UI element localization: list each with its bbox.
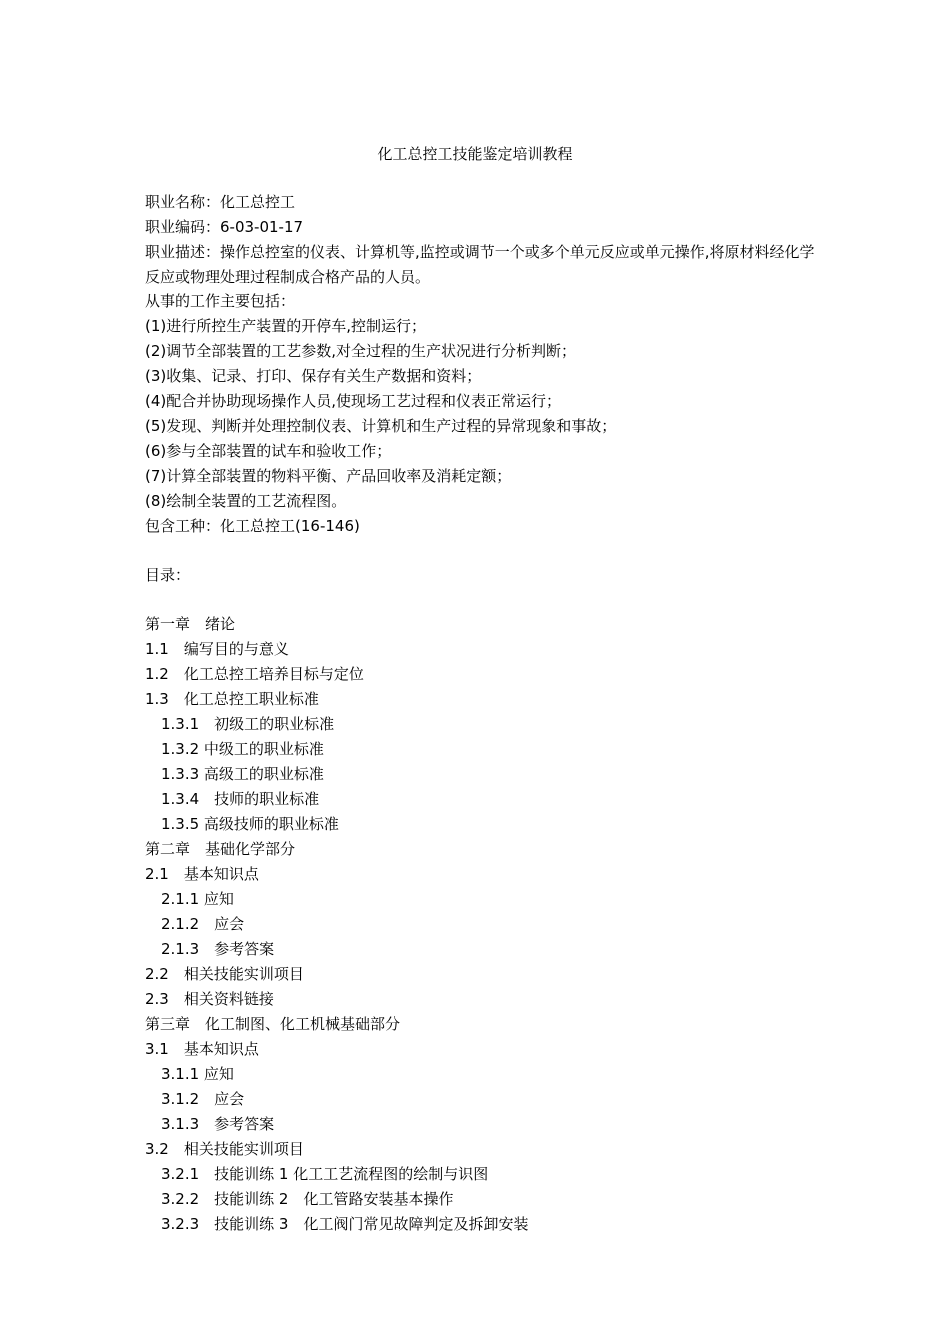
toc-entry-chapter[interactable]: 第三章 化工制图、化工机械基础部分	[145, 1015, 401, 1033]
work-item: (4)配合并协助现场操作人员,使现场工艺过程和仪表正常运行；	[145, 392, 562, 410]
toc-entry-subsection[interactable]: 2.1.3 参考答案	[161, 940, 275, 958]
toc-heading: 目录：	[145, 566, 191, 584]
toc-entry-section[interactable]: 1.1 编写目的与意义	[145, 640, 289, 658]
toc-entry-subsection[interactable]: 3.2.1 技能训练 1 化工工艺流程图的绘制与识图	[161, 1165, 489, 1183]
work-intro: 从事的工作主要包括：	[145, 292, 296, 310]
work-item: (7)计算全部装置的物料平衡、产品回收率及消耗定额；	[145, 467, 512, 485]
toc-entry-subsection[interactable]: 2.1.1 应知	[161, 890, 234, 908]
toc-entry-section[interactable]: 1.2 化工总控工培养目标与定位	[145, 665, 364, 683]
toc-entry-section[interactable]: 3.2 相关技能实训项目	[145, 1140, 304, 1158]
included-jobs: 包含工种：化工总控工(16-146)	[145, 517, 360, 535]
occupation-description: 职业描述：操作总控室的仪表、计算机等,监控或调节一个或多个单元反应或单元操作,将原材料经化学反应或物理处理过程制成合格产品的人员。	[145, 243, 815, 286]
document-title: 化工总控工技能鉴定培训教程	[377, 145, 573, 163]
toc-entry-section[interactable]: 3.1 基本知识点	[145, 1040, 259, 1058]
toc-entry-chapter[interactable]: 第一章 绪论	[145, 615, 236, 633]
spacer	[145, 588, 815, 612]
spacer	[145, 539, 815, 563]
toc-entry-subsection[interactable]: 1.3.3 高级工的职业标准	[161, 765, 324, 783]
toc-entry-subsection[interactable]: 3.2.3 技能训练 3 化工阀门常见故障判定及拆卸安装	[161, 1215, 529, 1233]
occupation-name: 职业名称：化工总控工	[145, 193, 296, 211]
toc-entry-subsection[interactable]: 2.1.2 应会	[161, 915, 245, 933]
table-of-contents	[145, 612, 815, 1237]
toc-entry-chapter[interactable]: 第二章 基础化学部分	[145, 840, 296, 858]
toc-entry-subsection[interactable]: 1.3.2 中级工的职业标准	[161, 740, 324, 758]
toc-entry-section[interactable]: 2.2 相关技能实训项目	[145, 965, 304, 983]
toc-entry-subsection[interactable]: 3.1.2 应会	[161, 1090, 245, 1108]
work-item: (1)进行所控生产装置的开停车,控制运行；	[145, 317, 427, 335]
work-item: (6)参与全部装置的试车和验收工作；	[145, 442, 392, 460]
toc-entry-section[interactable]: 1.3 化工总控工职业标准	[145, 690, 319, 708]
toc-entry-subsection[interactable]: 3.1.1 应知	[161, 1065, 234, 1083]
toc-entry-section[interactable]: 2.1 基本知识点	[145, 865, 259, 883]
toc-entry-subsection[interactable]: 3.1.3 参考答案	[161, 1115, 275, 1133]
work-item: (2)调节全部装置的工艺参数,对全过程的生产状况进行分析判断；	[145, 342, 577, 360]
toc-entry-section[interactable]: 2.3 相关资料链接	[145, 990, 274, 1008]
occupation-code: 职业编码：6-03-01-17	[145, 218, 304, 236]
document-body	[145, 190, 815, 1237]
work-item: (3)收集、记录、打印、保存有关生产数据和资料；	[145, 367, 482, 385]
toc-entry-subsection[interactable]: 1.3.4 技师的职业标准	[161, 790, 320, 808]
toc-entry-subsection[interactable]: 1.3.1 初级工的职业标准	[161, 715, 335, 733]
toc-entry-subsection[interactable]: 3.2.2 技能训练 2 化工管路安装基本操作	[161, 1190, 454, 1208]
work-item: (8)绘制全装置的工艺流程图。	[145, 492, 347, 510]
toc-entry-subsection[interactable]: 1.3.5 高级技师的职业标准	[161, 815, 339, 833]
work-item: (5)发现、判断并处理控制仪表、计算机和生产过程的异常现象和事故；	[145, 417, 617, 435]
